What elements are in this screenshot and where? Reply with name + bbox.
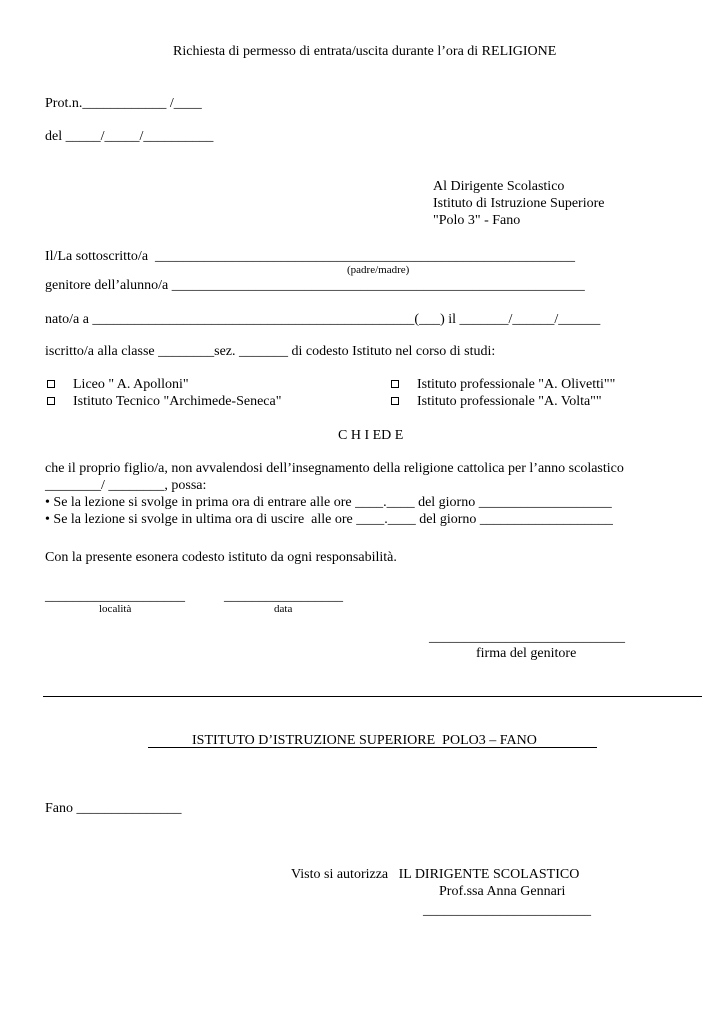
liability-statement: Con la presente esonera codesto istituto da ogni responsabilità. <box>45 550 397 565</box>
checkbox-olivetti[interactable] <box>391 380 399 388</box>
authorization-line: Visto si autorizza IL DIRIGENTE SCOLASTICO <box>291 867 580 882</box>
data-line: _________________ <box>224 589 343 604</box>
localita-line: ____________________ <box>45 589 185 604</box>
section-divider <box>43 696 702 697</box>
school-option-volta: Istituto professionale "A. Volta"" <box>417 394 602 409</box>
school-option-apolloni: Liceo " A. Apolloni" <box>73 377 189 392</box>
school-option-archimede-seneca: Istituto Tecnico "Archimede-Seneca" <box>73 394 282 409</box>
entry-time-field: • Se la lezione si svolge in prima ora di entrare alle ore ____.____ del giorno ___________________ <box>45 495 612 510</box>
padre-madre-caption: (padre/madre) <box>347 264 410 276</box>
institute-heading: ISTITUTO D’ISTRUZIONE SUPERIORE POLO3 – FANO <box>192 733 537 748</box>
recipient-line-1: Al Dirigente Scolastico <box>433 179 565 194</box>
undersigned-field: Il/La sottoscritto/a ____________________________________________________________ <box>45 249 576 264</box>
principal-signature-line: ________________________ <box>423 903 591 918</box>
request-line-1: che il proprio figlio/a, non avvalendosi dell’insegnamento della religione cattolica per l’anno scolastico <box>45 461 624 476</box>
parent-signature-line: ____________________________ <box>429 630 625 645</box>
protocol-number-field: Prot.n.____________ /____ <box>45 96 202 111</box>
checkbox-archimede-seneca[interactable] <box>47 397 55 405</box>
recipient-line-2: Istituto di Istruzione Superiore <box>433 196 605 211</box>
data-label: data <box>274 603 293 615</box>
parent-signature-label: firma del genitore <box>476 646 577 661</box>
exit-time-field: • Se la lezione si svolge in ultima ora di uscire alle ore ____.____ del giorno ___________________ <box>45 512 613 527</box>
document-title: Richiesta di permesso di entrata/uscita durante l’ora di RELIGIONE <box>173 44 557 59</box>
checkbox-apolloni[interactable] <box>47 380 55 388</box>
checkbox-volta[interactable] <box>391 397 399 405</box>
birth-field: nato/a a ______________________________________________(___) il _______/______/______ <box>45 312 601 327</box>
recipient-line-3: "Polo 3" - Fano <box>433 213 521 228</box>
class-field: iscritto/a alla classe ________sez. _______ di codesto Istituto nel corso di studi: <box>45 344 496 359</box>
localita-label: località <box>99 603 132 615</box>
date-field: del _____/_____/__________ <box>45 129 214 144</box>
student-field: genitore dell’alunno/a ___________________________________________________________ <box>45 278 585 293</box>
school-option-olivetti: Istituto professionale "A. Olivetti"" <box>417 377 616 392</box>
school-year-field: ________/ ________, possa: <box>45 478 207 493</box>
fano-date-field: Fano _______________ <box>45 801 182 816</box>
principal-name: Prof.ssa Anna Gennari <box>439 884 566 899</box>
chiede-heading: C H I ED E <box>338 428 404 443</box>
